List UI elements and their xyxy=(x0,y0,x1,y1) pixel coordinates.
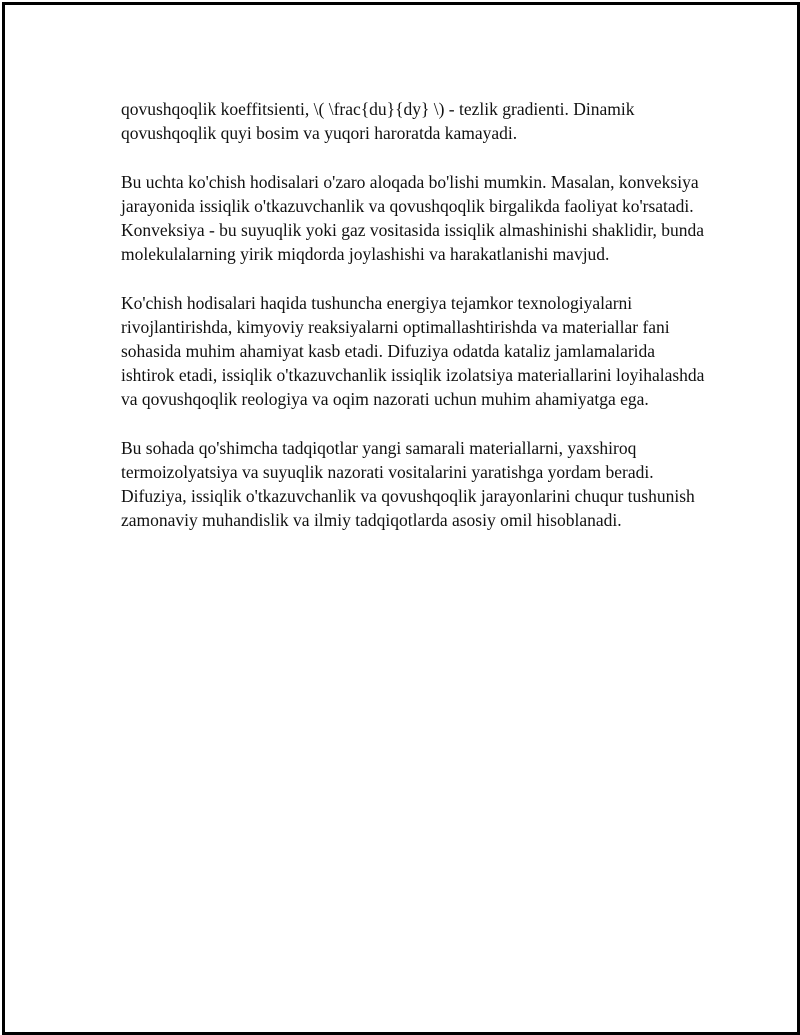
document-body xyxy=(121,97,711,557)
paragraph-applications: Ko'chish hodisalari haqida tushuncha energiya tejamkor texnologiyalarni rivojlantirishda, kimyoviy reaksiyalarni optimallashtirishda va materiallar fani sohasida muhim ahamiyat kasb etadi. Difuziya odatda kataliz jamlamalarida ishtirok etadi, issiqlik o'tkazuvchanlik issiqlik izolatsiya materiallarini loyihalashda va qovushqoqlik reologiya va oqim nazorati uchun muhim ahamiyatga ega. xyxy=(121,292,705,410)
paragraph-conclusion: Bu sohada qo'shimcha tadqiqotlar yangi samarali materiallarni, yaxshiroq termoizolyatsiya va suyuqlik nazorati vositalarini yaratishga yordam beradi. Difuziya, issiqlik o'tkazuvchanlik va qovushqoqlik jarayonlarini chuqur tushunish zamonaviy muhandislik va ilmiy tadqiqotlarda asosiy omil hisoblanadi. xyxy=(121,437,695,531)
paragraph-convection: Bu uchta ko'chish hodisalari o'zaro aloqada bo'lishi mumkin. Masalan, konveksiya jarayonida issiqlik o'tkazuvchanlik va qovushqoqlik birgalikda faoliyat ko'rsatadi. Konveksiya - bu suyuqlik yoki gaz vositasida issiqlik almashinishi shaklidir, bunda molekulalarning yirik miqdorda joylashishi va harakatlanishi mavjud. xyxy=(121,171,705,265)
page-frame xyxy=(2,2,800,1035)
paragraph-viscosity: qovushqoqlik koeffitsienti, \( \frac{du}{dy} \) - tezlik gradienti. Dinamik qovushqoqlik quyi bosim va yuqori haroratda kamayadi. xyxy=(121,99,635,144)
